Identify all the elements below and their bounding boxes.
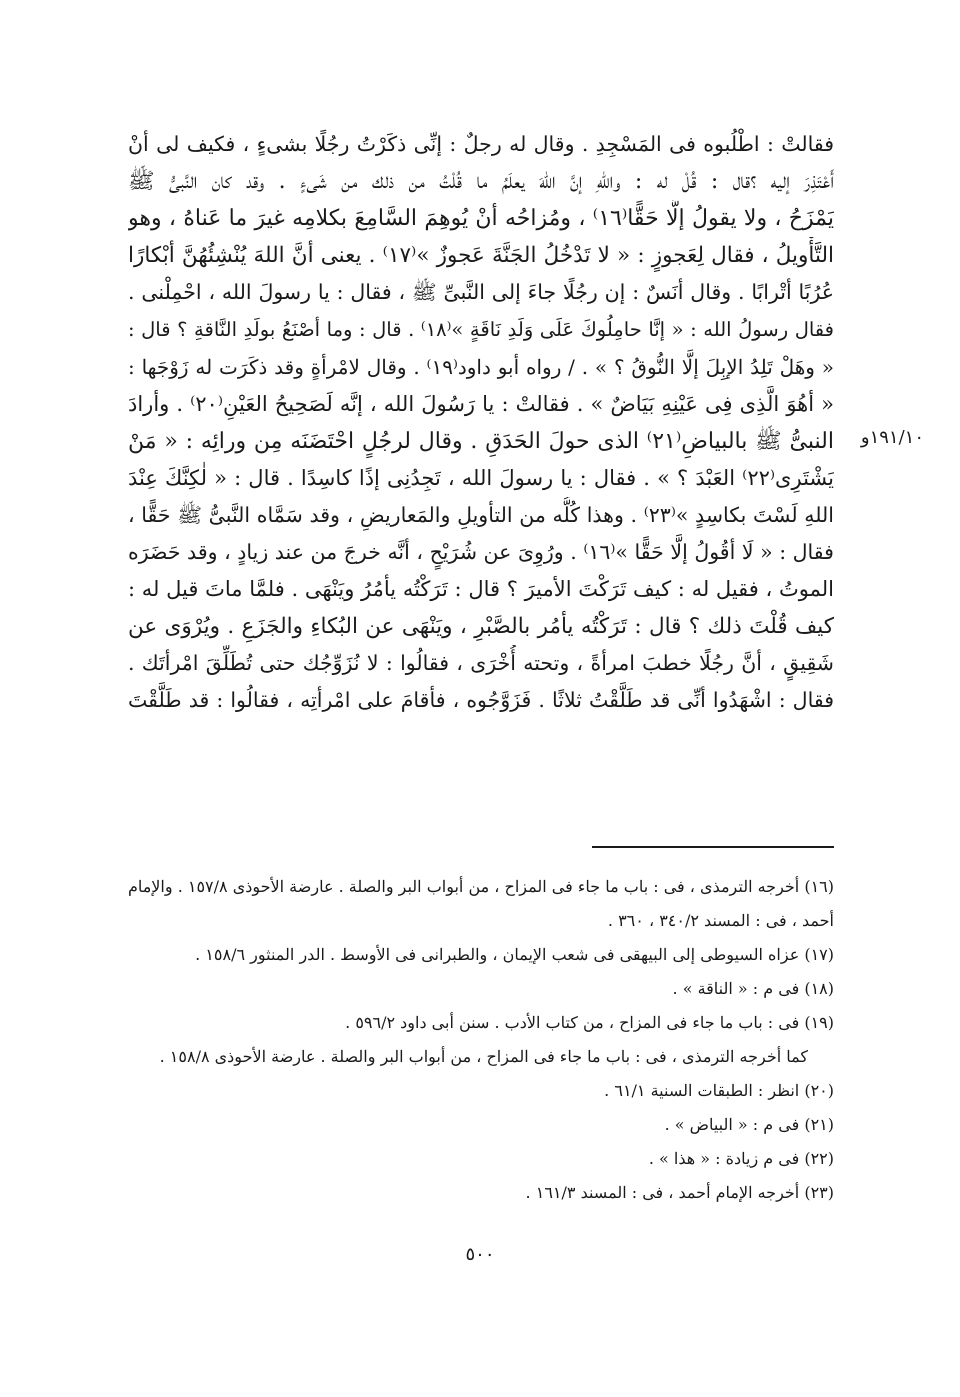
footnote: (١٨) فى م : « الناقة » .	[672, 979, 834, 998]
footnote-continuation: أحمد ، فى : المسند ٣٤٠/٢ ، ٣٦٠ .	[607, 911, 834, 930]
footnote: (١٧) عزاه السيوطى إلى البيهقى فى شعب الإيمان ، والطبرانى فى الأوسط . الدر المنثور ١٥٨/٦ .	[195, 945, 834, 964]
footnote-separator	[592, 846, 834, 848]
footnote-continuation: كما أخرجه الترمذى ، فى : باب ما جاء فى المزاح ، من أبواب البر والصلة . عارضة الأحوذى ١٥٨/٨ .	[159, 1047, 808, 1066]
footnote: (٢٠) انظر : الطبقات السنية ٦١/١ .	[604, 1081, 834, 1100]
main-text	[128, 126, 834, 720]
text-line: « وهَلْ تَلِدُ الإبِلَ إلَّا النُّوقُ ؟ » . / رواه أبو داود⁽١٩⁾ . وقال لامْرأةٍ وقد ذكَرَت له زَوْجَها :	[128, 354, 834, 379]
text-line: النبىُّ ﷺ بالبياضِ⁽٢١⁾ الذى حولَ الحَدَقِ . وقال لرجُلٍ احْتَضَنَه مِن ورائِه : « مَنْ	[128, 428, 834, 454]
text-line: فقال رسولُ الله : « إنَّا حامِلُوكَ عَلَى وَلَدِ نَاقَةٍ »⁽١٨⁾ . قال : وما أصْنَعُ بولَدِ النَّاقةِ ؟ قال :	[128, 318, 834, 342]
text-line: التَّأْويلُ ، فقال لِعَجوزٍ : « لا تَدْخُلُ الجَنَّةَ عَجوزٌ »⁽١٧⁾ . يعنى أنَّ اللهَ يُنْشِئُهُنَّ أبْكارًا	[128, 243, 834, 269]
footnote: (١٦) أخرجه الترمذى ، فى : باب ما جاء فى المزاح ، من أبواب البر والصلة . عارضة الأحوذى ١٥٧/٨ . والإمام	[128, 877, 834, 896]
text-line: اللهِ لَسْتَ بكاسِدٍ »⁽٢٣⁾ . وهذا كُلُّه من التأويلِ والمَعاريضِ ، وقد سَمَّاه النَّبىُّ ﷺ حَقًّا ،	[128, 502, 834, 527]
text-line: أَعْتَذِرَ إليه ؟قال : قُلْ له : واللهِ إنَّ اللهَ يعلَمُ ما قُلْتُ من ذلك من شَىءٍ . وقد كان النَّبىُّ ﷺ	[128, 169, 834, 195]
text-line: فقال : « لَا أقُولُ إلَّا حَقًّا »⁽١٦⁾ . ورُوِىَ عن شُرَيْحٍ ، أنَّه خرجَ من عند زيادٍ ، وقد حَضَرَه	[128, 540, 834, 565]
margin-folio-note: ١٩١/١٠و	[860, 427, 924, 448]
text-line: فقال : اشْهَدُوا أنِّى قد طَلَّقْتُ ثلاثًا . فَزَوَّجُوه ، فأقامَ على امْرأتِه ، فقالُوا : قد طَلَّقْتَ	[128, 688, 834, 713]
text-line: كيف قُلْتَ ذلك ؟ قال : تَرَكْتُه يأمُر بالصَّبْرِ ، ويَنْهَى عن البُكاءِ والجَزَعِ . ويُرْوَى عن	[128, 614, 834, 640]
page-number: ٥٠٠	[465, 1244, 495, 1265]
footnote: (٢٣) أخرجه الإمام أحمد ، فى : المسند ١٦١/٣ .	[525, 1183, 834, 1202]
text-line: يَشْتَرِى⁽٢٢⁾ العَبْدَ ؟ » . فقال : يا رسولَ الله ، تَجِدُنِى إذًا كاسِدًا . قال : « لٰكِنَّكَ عِنْدَ	[128, 465, 834, 490]
text-line: عُرُبًا أتْرابًا . وقال أنَسٌ : إن رجُلًا جاءَ إلى النَّبىِّ ﷺ ، فقال : يا رسولَ الله ، احْمِلْنى .	[128, 280, 834, 305]
footnotes	[128, 870, 834, 1210]
footnote: (٢١) فى م : « البياض » .	[664, 1115, 834, 1134]
text-line: فقالتْ : اطْلُبوه فى المَسْجِدِ . وقال له رجلٌ : إنِّى ذكَرْتُ رجُلًا بشىءٍ ، فكيف لى أنْ	[128, 132, 834, 156]
footnote: (١٩) فى : باب ما جاء فى المزاح ، من كتاب الأدب . سنن أبى داود ٥٩٦/٢ .	[345, 1013, 834, 1032]
footnote: (٢٢) فى م زيادة : « هذا » .	[648, 1149, 834, 1168]
text-line: « أهُوَ الَّذِى فِى عَيْنِهِ بَيَاضٌ » . فقالتْ : يا رَسُولَ الله ، إنَّه لَصَحِيحُ العَيْنِ⁽٢٠⁾ . وأرادَ	[128, 391, 834, 416]
text-line: الموتُ ، فقيل له : كيف تَرَكْتَ الأميرَ ؟ قال : تَرَكْتُه يأمُرُ ويَنْهَى . فلمَّا ماتَ قيل له :	[128, 577, 834, 602]
text-line: يَمْزَحُ ، ولا يقولُ إلَّا حَقًّا⁽١٦⁾ ، ومُزاحُه أنْ يُوهِمَ السَّامِعَ بكلامِه غيرَ ما عَناهُ ، وهو	[128, 206, 834, 232]
text-line: شَقِيقٍ ، أنَّ رجُلًا خطبَ امرأةً ، وتحته أُخْرَى ، فقالُوا : لا نُزَوِّجُك حتى تُطَلِّقَ امْرأتَك .	[128, 651, 834, 676]
